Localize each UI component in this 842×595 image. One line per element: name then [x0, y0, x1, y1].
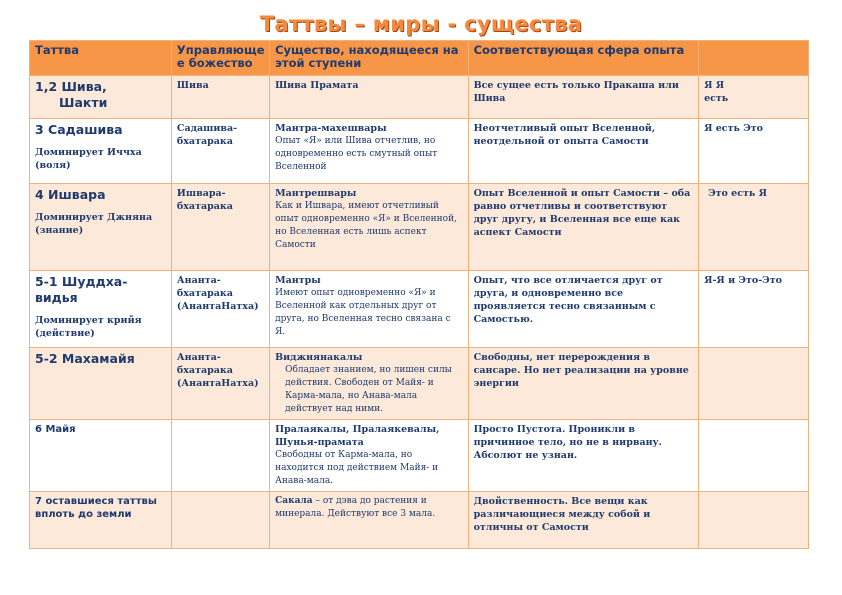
- being-title: Шива Праматa: [275, 80, 359, 91]
- tattva-name: 7 оставшиеся таттвы вплоть до земли: [35, 496, 157, 520]
- being-title: Мантра-махешвары: [275, 123, 387, 134]
- tattva-name: 5-1 Шуддха-видья: [35, 274, 128, 305]
- deity-text: Ананта-бхатарака (АнантаНатха): [176, 275, 259, 312]
- being-title: Мантры: [275, 275, 321, 286]
- cell-last: [699, 492, 809, 549]
- deity-text: Садашива-бхатарака: [176, 123, 238, 147]
- cell-tattva: [30, 348, 172, 420]
- cell-tattva: [30, 420, 172, 492]
- cell-last: [699, 119, 809, 184]
- table-row: [30, 271, 809, 348]
- sphere-text: Все сущее есть только Пракаша или Шива: [473, 80, 679, 104]
- cell-deity: [171, 420, 269, 492]
- being-text: Имеют опыт одновременно «Я» и Вселенной как отдельных друг от друга, но Вселенная тесно связана с Я.: [275, 288, 451, 337]
- sphere-text: Свободны, нет перерождения в сансаре. Но нет реализации на уровне энергии: [473, 352, 689, 389]
- cell-sphere: [468, 420, 698, 492]
- sphere-text: Опыт Вселенной и опыт Самости – оба равно отчетливы и соответствуют друг другу, и Вселенная все еще как аспект Самости: [473, 188, 691, 238]
- cell-sphere: [468, 76, 698, 119]
- being-title: Виджнянакалы: [275, 352, 363, 363]
- tattva-sub: Доминирует Иччха (воля): [35, 147, 142, 171]
- cell-sphere: [468, 119, 698, 184]
- last-text: Это есть Я: [708, 188, 767, 199]
- cell-tattva: [30, 119, 172, 184]
- being-title: Сакала: [275, 496, 313, 506]
- header-being: Существо, находящееся на этой ступени: [270, 41, 468, 76]
- table-row: [30, 76, 809, 119]
- tattva-name: 4 Ишвара: [35, 187, 106, 202]
- header-last: [699, 41, 809, 76]
- cell-sphere: [468, 184, 698, 271]
- cell-last: [699, 271, 809, 348]
- being-text: Опыт «Я» или Шива отчетлив, но одновременно есть смутный опыт Вселенной: [275, 136, 438, 172]
- cell-last: [699, 184, 809, 271]
- tattva-name-line2: Шакти: [59, 95, 108, 110]
- cell-deity: [171, 348, 269, 420]
- cell-being: [270, 184, 468, 271]
- being-title: Пралаякалы, Пралаякевалы, Шунья-прамата: [275, 424, 440, 448]
- cell-sphere: [468, 271, 698, 348]
- being-text: – от дэва до растения и минерала. Действуют все 3 мала.: [275, 496, 436, 519]
- cell-tattva: [30, 76, 172, 119]
- table-header-row: [30, 41, 809, 76]
- tattva-table: [29, 40, 809, 549]
- sphere-text: Просто Пустота. Проникли в причинное тело, но не в нирвану. Абсолют не узнан.: [473, 424, 662, 461]
- header-deity: Управляюще е божество: [171, 41, 269, 76]
- cell-last: [699, 348, 809, 420]
- cell-being: [270, 119, 468, 184]
- cell-being: [270, 76, 468, 119]
- being-text: Свободны от Карма-мала, но находится под действием Майя- и Анава-мала.: [275, 450, 439, 486]
- table-row: [30, 348, 809, 420]
- page-title: Таттвы – миры - существа: [259, 12, 583, 36]
- last-text: Я-Я и Это-Это: [704, 275, 782, 286]
- being-block: [275, 495, 462, 521]
- tattva-name: 5-2 Махамайя: [35, 351, 135, 366]
- cell-deity: [171, 271, 269, 348]
- cell-last: [699, 420, 809, 492]
- deity-text: Шива: [176, 80, 209, 91]
- cell-being: [270, 420, 468, 492]
- table-row: [30, 119, 809, 184]
- cell-being: [270, 492, 468, 549]
- sphere-text: Неотчетливый опыт Вселенной, неотдельной от опыта Самости: [473, 123, 656, 147]
- table-row: [30, 492, 809, 549]
- cell-tattva: [30, 492, 172, 549]
- deity-text: Ананта-бхатарака (АнантаНатха): [176, 352, 259, 389]
- tattva-name: 1,2 Шива,: [35, 79, 107, 94]
- cell-deity: [171, 76, 269, 119]
- header-sphere: Соответствующая сфера опыта: [468, 41, 698, 76]
- cell-deity: [171, 492, 269, 549]
- cell-tattva: [30, 271, 172, 348]
- cell-being: [270, 348, 468, 420]
- cell-sphere: [468, 492, 698, 549]
- cell-deity: [171, 184, 269, 271]
- last-text: Я есть Это: [704, 123, 763, 134]
- being-text: Обладает знанием, но лишен силы действия. Свободен от Майя- и Карма-мала, но Анава-мала действует над ними.: [285, 365, 452, 414]
- being-text: Как и Ишвара, имеют отчетливый опыт одновременно «Я» и Вселенной, но Вселенная есть лишь аспект Самости: [275, 201, 457, 250]
- header-tattva: Таттва: [30, 41, 172, 76]
- being-title: Мантрешвары: [275, 188, 357, 199]
- tattva-name: 3 Садашива: [35, 122, 123, 137]
- tattva-sub: Доминирует крийя (действие): [35, 315, 142, 339]
- sphere-text: Опыт, что все отличается друг от друга, и одновременно все проявляется тесно связанным с Самостью.: [473, 275, 663, 325]
- cell-sphere: [468, 348, 698, 420]
- table-row: [30, 420, 809, 492]
- sphere-text: Двойственность. Все вещи как различающиеся между собой и отличны от Самости: [473, 496, 651, 533]
- cell-last: [699, 76, 809, 119]
- tattva-name: 6 Майя: [35, 424, 76, 435]
- cell-tattva: [30, 184, 172, 271]
- deity-text: Ишвара-бхатарака: [176, 188, 233, 212]
- table-row: [30, 184, 809, 271]
- last-text: Я Я есть: [704, 80, 729, 104]
- cell-being: [270, 271, 468, 348]
- tattva-sub: Доминирует Джняна (знание): [35, 212, 153, 236]
- cell-deity: [171, 119, 269, 184]
